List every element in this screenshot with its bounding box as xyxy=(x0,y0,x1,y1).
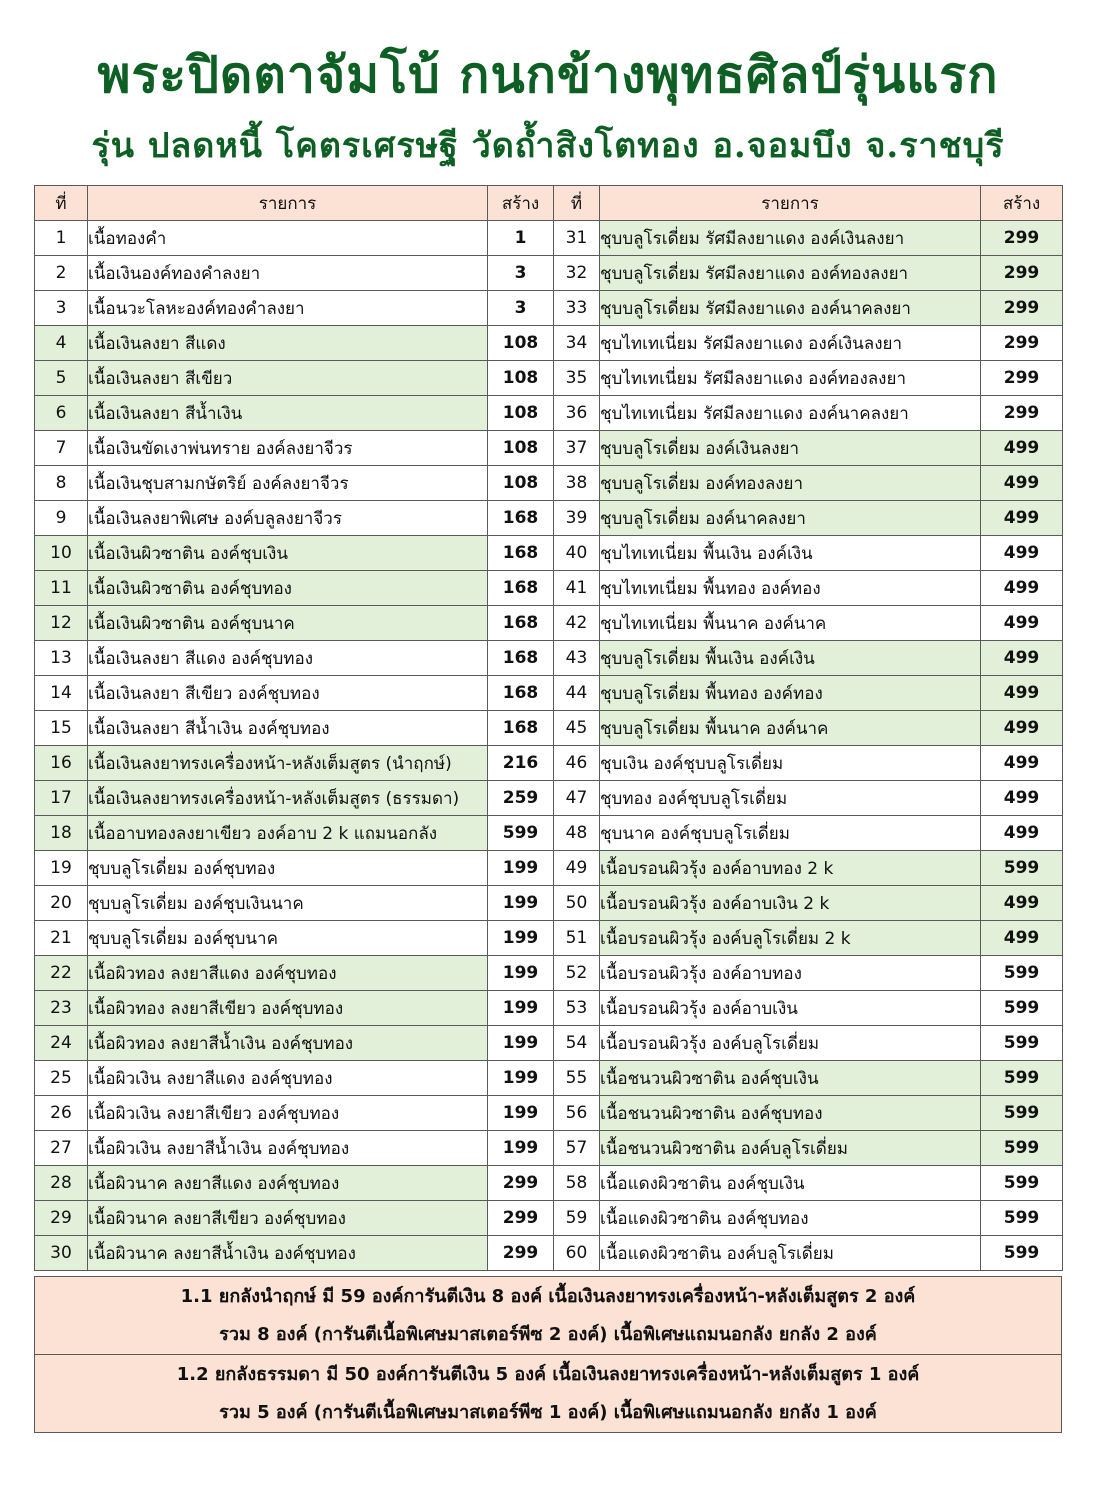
note-row xyxy=(35,1277,1062,1355)
row-number: 33 xyxy=(554,291,600,326)
row-number: 46 xyxy=(554,746,600,781)
item-name: เนื้อแดงผิวซาติน องค์บลูโรเดี่ยม xyxy=(600,1236,981,1271)
header-no-right: ที่ xyxy=(554,186,600,221)
item-name: เนื้อเงินขัดเงาพ่นทราย องค์ลงยาจีวร xyxy=(88,431,488,466)
row-number: 45 xyxy=(554,711,600,746)
table-row xyxy=(35,1096,1063,1131)
item-quantity: 299 xyxy=(981,361,1063,396)
item-quantity: 599 xyxy=(488,816,554,851)
item-name: ชุบบลูโรเดี่ยม พื้นเงิน องค์เงิน xyxy=(600,641,981,676)
table-row xyxy=(35,816,1063,851)
item-name: เนื้ออาบทองลงยาเขียว องค์อาบ 2 k แถมนอกลัง xyxy=(88,816,488,851)
item-name: เนื้อเงินลงยา สีแดง xyxy=(88,326,488,361)
item-quantity: 199 xyxy=(488,1096,554,1131)
table-row xyxy=(35,746,1063,781)
note-text: 1.2 ยกลังธรรมดา มี 50 องค์การันตีเงิน 5 องค์ เนื้อเงินลงยาทรงเครื่องหน้า-หลังเต็มสูตร 1 องค์ xyxy=(176,1363,920,1385)
row-number: 6 xyxy=(35,396,88,431)
item-quantity: 168 xyxy=(488,676,554,711)
table-row xyxy=(35,676,1063,711)
note-cell xyxy=(35,1277,1062,1355)
item-name: ชุบบลูโรเดี่ยม รัศมีลงยาแดง องค์นาคลงยา xyxy=(600,291,981,326)
row-number: 17 xyxy=(35,781,88,816)
item-quantity: 108 xyxy=(488,326,554,361)
row-number: 10 xyxy=(35,536,88,571)
row-number: 48 xyxy=(554,816,600,851)
note-row xyxy=(35,1355,1062,1433)
item-quantity: 499 xyxy=(981,711,1063,746)
table-row xyxy=(35,291,1063,326)
item-quantity: 168 xyxy=(488,571,554,606)
item-name: เนื้อเงินลงยาทรงเครื่องหน้า-หลังเต็มสูตร (นำฤกษ์) xyxy=(88,746,488,781)
row-number: 8 xyxy=(35,466,88,501)
table-row xyxy=(35,326,1063,361)
item-quantity: 499 xyxy=(981,606,1063,641)
header-qty: สร้าง xyxy=(488,186,554,221)
table-row xyxy=(35,956,1063,991)
item-name: เนื้อผิวนาค ลงยาสีเขียว องค์ชุบทอง xyxy=(88,1201,488,1236)
item-name: เนื้อผิวนาค ลงยาสีน้ำเงิน องค์ชุบทอง xyxy=(88,1236,488,1271)
row-number: 30 xyxy=(35,1236,88,1271)
item-quantity: 599 xyxy=(981,1061,1063,1096)
row-number: 54 xyxy=(554,1026,600,1061)
item-name: เนื้อเงินลงยา สีน้ำเงิน องค์ชุบทอง xyxy=(88,711,488,746)
item-quantity: 299 xyxy=(981,221,1063,256)
item-name: เนื้อแดงผิวซาติน องค์ชุบทอง xyxy=(600,1201,981,1236)
item-name: เนื้อเงินชุบสามกษัตริย์ องค์ลงยาจีวร xyxy=(88,466,488,501)
row-number: 26 xyxy=(35,1096,88,1131)
item-name: เนื้อเงินลงยาทรงเครื่องหน้า-หลังเต็มสูตร (ธรรมดา) xyxy=(88,781,488,816)
item-quantity: 108 xyxy=(488,396,554,431)
item-name: เนื้อเงินลงยา สีเขียว xyxy=(88,361,488,396)
notes-table xyxy=(34,1276,1062,1433)
item-name: เนื้อเงินผิวซาติน องค์ชุบเงิน xyxy=(88,536,488,571)
item-name: ชุบนาค องค์ชุบบลูโรเดี่ยม xyxy=(600,816,981,851)
row-number: 57 xyxy=(554,1131,600,1166)
item-name: ชุบไทเทเนี่ยม พื้นเงิน องค์เงิน xyxy=(600,536,981,571)
row-number: 19 xyxy=(35,851,88,886)
table-row xyxy=(35,1131,1063,1166)
item-quantity: 499 xyxy=(981,921,1063,956)
item-quantity: 299 xyxy=(488,1201,554,1236)
item-name: เนื้อผิวทอง ลงยาสีแดง องค์ชุบทอง xyxy=(88,956,488,991)
table-row xyxy=(35,606,1063,641)
item-name: ชุบบลูโรเดี่ยม องค์ชุบทอง xyxy=(88,851,488,886)
table-row xyxy=(35,886,1063,921)
row-number: 12 xyxy=(35,606,88,641)
row-number: 16 xyxy=(35,746,88,781)
item-name: ชุบไทเทเนี่ยม รัศมีลงยาแดง องค์ทองลงยา xyxy=(600,361,981,396)
row-number: 29 xyxy=(35,1201,88,1236)
table-row xyxy=(35,361,1063,396)
item-name: ชุบบลูโรเดี่ยม องค์นาคลงยา xyxy=(600,501,981,536)
table-row xyxy=(35,466,1063,501)
item-quantity: 499 xyxy=(981,641,1063,676)
item-name: ชุบบลูโรเดี่ยม องค์ทองลงยา xyxy=(600,466,981,501)
item-name: ชุบบลูโรเดี่ยม พื้นทอง องค์ทอง xyxy=(600,676,981,711)
item-name: เนื้อเงินผิวซาติน องค์ชุบนาค xyxy=(88,606,488,641)
item-name: ชุบบลูโรเดี่ยม องค์เงินลงยา xyxy=(600,431,981,466)
item-quantity: 599 xyxy=(981,1236,1063,1271)
item-name: ชุบบลูโรเดี่ยม รัศมีลงยาแดง องค์ทองลงยา xyxy=(600,256,981,291)
page-subtitle: รุ่น ปลดหนี้ โคตรเศรษฐี วัดถ้ำสิงโตทอง อ.จอมบึง จ.ราชบุรี xyxy=(91,126,1005,166)
item-quantity: 199 xyxy=(488,1131,554,1166)
item-name: เนื้อบรอนผิวรุ้ง องค์อาบเงิน xyxy=(600,991,981,1026)
item-name: ชุบบลูโรเดี่ยม องค์ชุบนาค xyxy=(88,921,488,956)
row-number: 22 xyxy=(35,956,88,991)
row-number: 11 xyxy=(35,571,88,606)
note-cell xyxy=(35,1355,1062,1433)
item-name: เนื้อผิวเงิน ลงยาสีน้ำเงิน องค์ชุบทอง xyxy=(88,1131,488,1166)
item-quantity: 499 xyxy=(981,886,1063,921)
item-quantity: 499 xyxy=(981,501,1063,536)
item-name: เนื้อแดงผิวซาติน องค์ชุบเงิน xyxy=(600,1166,981,1201)
row-number: 38 xyxy=(554,466,600,501)
row-number: 41 xyxy=(554,571,600,606)
row-number: 31 xyxy=(554,221,600,256)
item-name: เนื้อเงินลงยาพิเศษ องค์บลูลงยาจีวร xyxy=(88,501,488,536)
row-number: 28 xyxy=(35,1166,88,1201)
item-name: ชุบบลูโรเดี่ยม พื้นนาค องค์นาค xyxy=(600,711,981,746)
table-row xyxy=(35,921,1063,956)
table-body xyxy=(35,221,1063,1271)
item-quantity: 199 xyxy=(488,991,554,1026)
item-quantity: 599 xyxy=(981,1096,1063,1131)
item-name: เนื้อเงินลงยา สีเขียว องค์ชุบทอง xyxy=(88,676,488,711)
table-row xyxy=(35,641,1063,676)
table-row xyxy=(35,1236,1063,1271)
item-quantity: 599 xyxy=(981,1131,1063,1166)
item-quantity: 199 xyxy=(488,956,554,991)
page-title: พระปิดตาจัมโบ้ กนกข้างพุทธศิลป์รุ่นแรก xyxy=(97,45,999,104)
row-number: 20 xyxy=(35,886,88,921)
item-quantity: 499 xyxy=(981,676,1063,711)
item-quantity: 299 xyxy=(981,326,1063,361)
row-number: 32 xyxy=(554,256,600,291)
items-table xyxy=(34,185,1063,1271)
item-name: เนื้อนวะโลหะองค์ทองคำลงยา xyxy=(88,291,488,326)
item-quantity: 1 xyxy=(488,221,554,256)
row-number: 13 xyxy=(35,641,88,676)
item-quantity: 3 xyxy=(488,256,554,291)
row-number: 42 xyxy=(554,606,600,641)
row-number: 36 xyxy=(554,396,600,431)
item-quantity: 168 xyxy=(488,711,554,746)
table-row xyxy=(35,396,1063,431)
row-number: 37 xyxy=(554,431,600,466)
item-name: ชุบทอง องค์ชุบบลูโรเดี่ยม xyxy=(600,781,981,816)
item-name: เนื้อผิวนาค ลงยาสีแดง องค์ชุบทอง xyxy=(88,1166,488,1201)
table-row xyxy=(35,1026,1063,1061)
table-row xyxy=(35,991,1063,1026)
row-number: 18 xyxy=(35,816,88,851)
row-number: 27 xyxy=(35,1131,88,1166)
row-number: 44 xyxy=(554,676,600,711)
item-name: เนื้อเงินองค์ทองคำลงยา xyxy=(88,256,488,291)
row-number: 21 xyxy=(35,921,88,956)
row-number: 39 xyxy=(554,501,600,536)
item-name: เนื้อทองคำ xyxy=(88,221,488,256)
row-number: 9 xyxy=(35,501,88,536)
table-header-row xyxy=(35,186,1063,221)
note-text: 1.1 ยกลังนำฤกษ์ มี 59 องค์การันตีเงิน 8 องค์ เนื้อเงินลงยาทรงเครื่องหน้า-หลังเต็มสูตร 2 องค์ xyxy=(180,1285,916,1307)
row-number: 59 xyxy=(554,1201,600,1236)
row-number: 55 xyxy=(554,1061,600,1096)
item-name: เนื้อเงินลงยา สีน้ำเงิน xyxy=(88,396,488,431)
row-number: 51 xyxy=(554,921,600,956)
item-quantity: 499 xyxy=(981,571,1063,606)
item-name: ชุบบลูโรเดี่ยม องค์ชุบเงินนาค xyxy=(88,886,488,921)
item-quantity: 168 xyxy=(488,501,554,536)
table-row xyxy=(35,1201,1063,1236)
header-no: ที่ xyxy=(35,186,88,221)
item-name: ชุบไทเทเนี่ยม รัศมีลงยาแดง องค์นาคลงยา xyxy=(600,396,981,431)
item-name: เนื้อบรอนผิวรุ้ง องค์อาบทอง 2 k xyxy=(600,851,981,886)
table-row xyxy=(35,536,1063,571)
item-quantity: 108 xyxy=(488,466,554,501)
item-quantity: 299 xyxy=(488,1166,554,1201)
row-number: 23 xyxy=(35,991,88,1026)
item-quantity: 168 xyxy=(488,606,554,641)
table-row xyxy=(35,431,1063,466)
row-number: 4 xyxy=(35,326,88,361)
item-quantity: 199 xyxy=(488,886,554,921)
item-quantity: 599 xyxy=(981,1026,1063,1061)
item-name: เนื้อบรอนผิวรุ้ง องค์อาบเงิน 2 k xyxy=(600,886,981,921)
item-name: เนื้อผิวเงิน ลงยาสีเขียว องค์ชุบทอง xyxy=(88,1096,488,1131)
item-name: เนื้อชนวนผิวซาติน องค์ชุบเงิน xyxy=(600,1061,981,1096)
row-number: 34 xyxy=(554,326,600,361)
note-text: รวม 5 องค์ (การันตีเนื้อพิเศษมาสเตอร์พีซ 1 องค์) เนื้อพิเศษแถมนอกลัง ยกลัง 1 องค์ xyxy=(219,1401,877,1423)
row-number: 53 xyxy=(554,991,600,1026)
item-name: ชุบไทเทเนี่ยม รัศมีลงยาแดง องค์เงินลงยา xyxy=(600,326,981,361)
item-quantity: 299 xyxy=(981,291,1063,326)
note-text: รวม 8 องค์ (การันตีเนื้อพิเศษมาสเตอร์พีซ 2 องค์) เนื้อพิเศษแถมนอกลัง ยกลัง 2 องค์ xyxy=(219,1323,877,1345)
table-row xyxy=(35,781,1063,816)
table-row xyxy=(35,1061,1063,1096)
item-name: เนื้อผิวเงิน ลงยาสีแดง องค์ชุบทอง xyxy=(88,1061,488,1096)
row-number: 47 xyxy=(554,781,600,816)
row-number: 2 xyxy=(35,256,88,291)
table-row xyxy=(35,571,1063,606)
row-number: 7 xyxy=(35,431,88,466)
table-row xyxy=(35,221,1063,256)
item-quantity: 499 xyxy=(981,816,1063,851)
row-number: 52 xyxy=(554,956,600,991)
header-item-right: รายการ xyxy=(600,186,981,221)
item-name: เนื้อบรอนผิวรุ้ง องค์บลูโรเดี่ยม 2 k xyxy=(600,921,981,956)
row-number: 5 xyxy=(35,361,88,396)
header-qty-right: สร้าง xyxy=(981,186,1063,221)
row-number: 50 xyxy=(554,886,600,921)
item-quantity: 3 xyxy=(488,291,554,326)
row-number: 25 xyxy=(35,1061,88,1096)
item-name: เนื้อเงินผิวซาติน องค์ชุบทอง xyxy=(88,571,488,606)
item-quantity: 599 xyxy=(981,956,1063,991)
item-quantity: 108 xyxy=(488,361,554,396)
item-quantity: 199 xyxy=(488,921,554,956)
item-quantity: 299 xyxy=(981,396,1063,431)
item-quantity: 599 xyxy=(981,1166,1063,1201)
item-name: เนื้อชนวนผิวซาติน องค์ชุบทอง xyxy=(600,1096,981,1131)
table-row xyxy=(35,851,1063,886)
row-number: 3 xyxy=(35,291,88,326)
item-name: ชุบไทเทเนี่ยม พื้นนาค องค์นาค xyxy=(600,606,981,641)
item-quantity: 216 xyxy=(488,746,554,781)
item-name: เนื้อผิวทอง ลงยาสีเขียว องค์ชุบทอง xyxy=(88,991,488,1026)
header-item: รายการ xyxy=(88,186,488,221)
item-quantity: 599 xyxy=(981,1201,1063,1236)
item-quantity: 499 xyxy=(981,536,1063,571)
row-number: 58 xyxy=(554,1166,600,1201)
item-name: ชุบบลูโรเดี่ยม รัศมีลงยาแดง องค์เงินลงยา xyxy=(600,221,981,256)
row-number: 1 xyxy=(35,221,88,256)
row-number: 43 xyxy=(554,641,600,676)
item-quantity: 599 xyxy=(981,851,1063,886)
item-name: เนื้อบรอนผิวรุ้ง องค์บลูโรเดี่ยม xyxy=(600,1026,981,1061)
row-number: 60 xyxy=(554,1236,600,1271)
item-quantity: 299 xyxy=(488,1236,554,1271)
item-quantity: 199 xyxy=(488,1061,554,1096)
table-row xyxy=(35,1166,1063,1201)
item-quantity: 599 xyxy=(981,991,1063,1026)
item-quantity: 499 xyxy=(981,431,1063,466)
item-quantity: 108 xyxy=(488,431,554,466)
item-name: ชุบไทเทเนี่ยม พื้นทอง องค์ทอง xyxy=(600,571,981,606)
item-quantity: 168 xyxy=(488,641,554,676)
item-name: เนื้อชนวนผิวซาติน องค์บลูโรเดี่ยม xyxy=(600,1131,981,1166)
item-name: ชุบเงิน องค์ชุบบลูโรเดี่ยม xyxy=(600,746,981,781)
row-number: 49 xyxy=(554,851,600,886)
item-quantity: 168 xyxy=(488,536,554,571)
row-number: 24 xyxy=(35,1026,88,1061)
item-quantity: 499 xyxy=(981,466,1063,501)
row-number: 56 xyxy=(554,1096,600,1131)
row-number: 40 xyxy=(554,536,600,571)
item-name: เนื้อบรอนผิวรุ้ง องค์อาบทอง xyxy=(600,956,981,991)
item-name: เนื้อเงินลงยา สีแดง องค์ชุบทอง xyxy=(88,641,488,676)
item-quantity: 499 xyxy=(981,781,1063,816)
row-number: 15 xyxy=(35,711,88,746)
row-number: 14 xyxy=(35,676,88,711)
row-number: 35 xyxy=(554,361,600,396)
table-row xyxy=(35,711,1063,746)
table-row xyxy=(35,501,1063,536)
item-quantity: 199 xyxy=(488,851,554,886)
item-quantity: 299 xyxy=(981,256,1063,291)
item-quantity: 199 xyxy=(488,1026,554,1061)
item-quantity: 259 xyxy=(488,781,554,816)
item-name: เนื้อผิวทอง ลงยาสีน้ำเงิน องค์ชุบทอง xyxy=(88,1026,488,1061)
table-row xyxy=(35,256,1063,291)
item-quantity: 499 xyxy=(981,746,1063,781)
